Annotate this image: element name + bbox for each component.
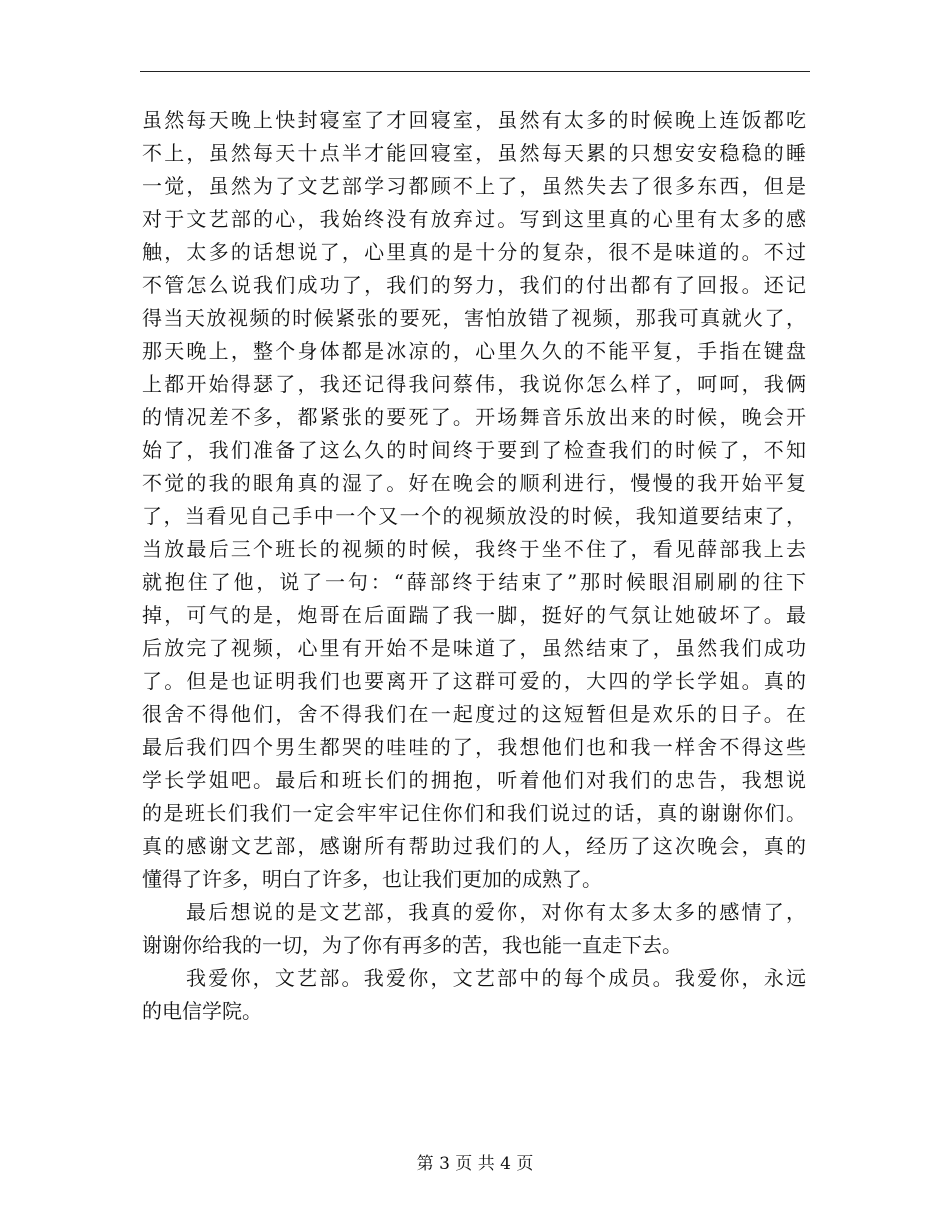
paragraph-line: 虽然每天晚上快封寝室了才回寝室，虽然有太多的时候晚上连饭都吃 [142, 108, 806, 132]
paragraph-line: 了，当看见自己手中一个又一个的视频放没的时候，我知道要结束了， [142, 504, 806, 528]
header-rule [140, 71, 810, 72]
paragraph-line: 谢谢你给我的一切，为了你有再多的苦，我也能一直走下去。 [142, 933, 682, 957]
paragraph-line: 懂得了许多，明白了许多，也让我们更加的成熟了。 [142, 867, 602, 891]
paragraph-line: 的情况差不多，都紧张的要死了。开场舞音乐放出来的时候，晚会开 [142, 405, 806, 429]
paragraph-line: 掉，可气的是，炮哥在后面踹了我一脚，挺好的气氛让她破坏了。最 [142, 603, 806, 627]
paragraph-line: 的电信学院。 [142, 999, 262, 1023]
paragraph-line: 不管怎么说我们成功了，我们的努力，我们的付出都有了回报。还记 [142, 273, 806, 297]
paragraph-line: 就抱住了他，说了一句：“薛部终于结束了”那时候眼泪刷刷的往下 [142, 570, 806, 594]
paragraph-line: 最后想说的是文艺部，我真的爱你，对你有太多太多的感情了， [186, 900, 806, 924]
paragraph-line: 不觉的我的眼角真的湿了。好在晚会的顺利进行，慢慢的我开始平复 [142, 471, 806, 495]
paragraph-line: 始了，我们准备了这么久的时间终于要到了检查我们的时候了，不知 [142, 438, 806, 462]
paragraph-line: 那天晚上，整个身体都是冰凉的，心里久久的不能平复，手指在键盘 [142, 339, 806, 363]
paragraph-line: 触，太多的话想说了，心里真的是十分的复杂，很不是味道的。不过 [142, 240, 806, 264]
page-number-footer: 第 3 页 共 4 页 [416, 1154, 534, 1174]
paragraph-line: 很舍不得他们，舍不得我们在一起度过的这短暂但是欢乐的日子。在 [142, 702, 806, 726]
paragraph-line: 得当天放视频的时候紧张的要死，害怕放错了视频，那我可真就火了， [142, 306, 806, 330]
paragraph-line: 学长学姐吧。最后和班长们的拥抱，听着他们对我们的忠告，我想说 [142, 768, 806, 792]
paragraph-line: 不上，虽然每天十点半才能回寝室，虽然每天累的只想安安稳稳的睡 [142, 141, 806, 165]
paragraph-line: 对于文艺部的心，我始终没有放弃过。写到这里真的心里有太多的感 [142, 207, 806, 231]
paragraph-line: 后放完了视频，心里有开始不是味道了，虽然结束了，虽然我们成功 [142, 636, 806, 660]
paragraph-line: 上都开始得瑟了，我还记得我问蔡伟，我说你怎么样了，呵呵，我俩 [142, 372, 806, 396]
body-text [142, 104, 806, 1028]
paragraph-line: 的是班长们我们一定会牢牢记住你们和我们说过的话，真的谢谢你们。 [142, 801, 806, 825]
paragraph-line: 真的感谢文艺部，感谢所有帮助过我们的人，经历了这次晚会，真的 [142, 834, 806, 858]
paragraph-line: 最后我们四个男生都哭的哇哇的了，我想他们也和我一样舍不得这些 [142, 735, 806, 759]
paragraph-line: 了。但是也证明我们也要离开了这群可爱的，大四的学长学姐。真的 [142, 669, 806, 693]
paragraph-line: 一觉，虽然为了文艺部学习都顾不上了，虽然失去了很多东西，但是 [142, 174, 806, 198]
paragraph-line: 当放最后三个班长的视频的时候，我终于坐不住了，看见薛部我上去 [142, 537, 806, 561]
paragraph-line: 我爱你，文艺部。我爱你，文艺部中的每个成员。我爱你，永远 [186, 966, 806, 990]
